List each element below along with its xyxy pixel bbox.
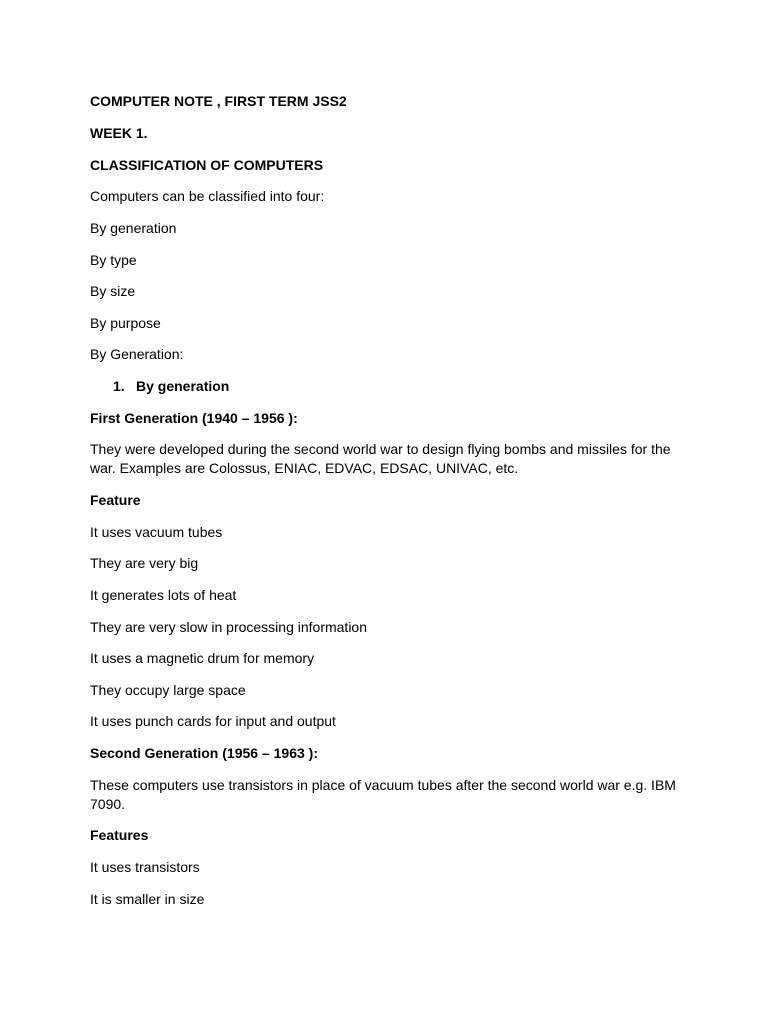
numbered-item	[113, 377, 678, 396]
class-item: By purpose	[90, 315, 161, 331]
list-number: 1.	[113, 378, 125, 394]
feature-item: It uses vacuum tubes	[90, 524, 223, 540]
feature-item: They occupy large space	[90, 682, 246, 698]
class-item: By size	[90, 283, 136, 299]
feature-label: Feature	[90, 492, 141, 508]
feature-item: It uses a magnetic drum for memory	[90, 650, 315, 666]
feature-item: It uses punch cards for input and output	[90, 713, 336, 729]
feature-item: It generates lots of heat	[90, 587, 237, 603]
second-generation-heading: Second Generation (1956 – 1963 ):	[90, 745, 318, 761]
first-generation-text: They were developed during the second world war to design flying bombs and missiles for the war. Examples are Colossus, ENIAC, EDVAC, EDSAC, UNIVAC, etc.	[90, 441, 671, 476]
first-generation-heading: First Generation (1940 – 1956 ):	[90, 410, 298, 426]
class-item: By type	[90, 252, 137, 268]
feature-item: They are very big	[90, 555, 199, 571]
class-item: By generation	[90, 220, 177, 236]
document-title: COMPUTER NOTE , FIRST TERM JSS2	[90, 93, 347, 109]
list-label: By generation	[136, 378, 230, 394]
intro-text: Computers can be classified into four:	[90, 188, 325, 204]
features-label: Features	[90, 827, 149, 843]
feature-item: It uses transistors	[90, 859, 200, 875]
feature-item: It is smaller in size	[90, 891, 205, 907]
second-generation-text: These computers use transistors in place of vacuum tubes after the second world war e.g. IBM 7090.	[90, 777, 676, 812]
section-heading: CLASSIFICATION OF COMPUTERS	[90, 157, 324, 173]
by-generation-label: By Generation:	[90, 346, 184, 362]
feature-item: They are very slow in processing information	[90, 619, 368, 635]
week-label: WEEK 1.	[90, 125, 148, 141]
